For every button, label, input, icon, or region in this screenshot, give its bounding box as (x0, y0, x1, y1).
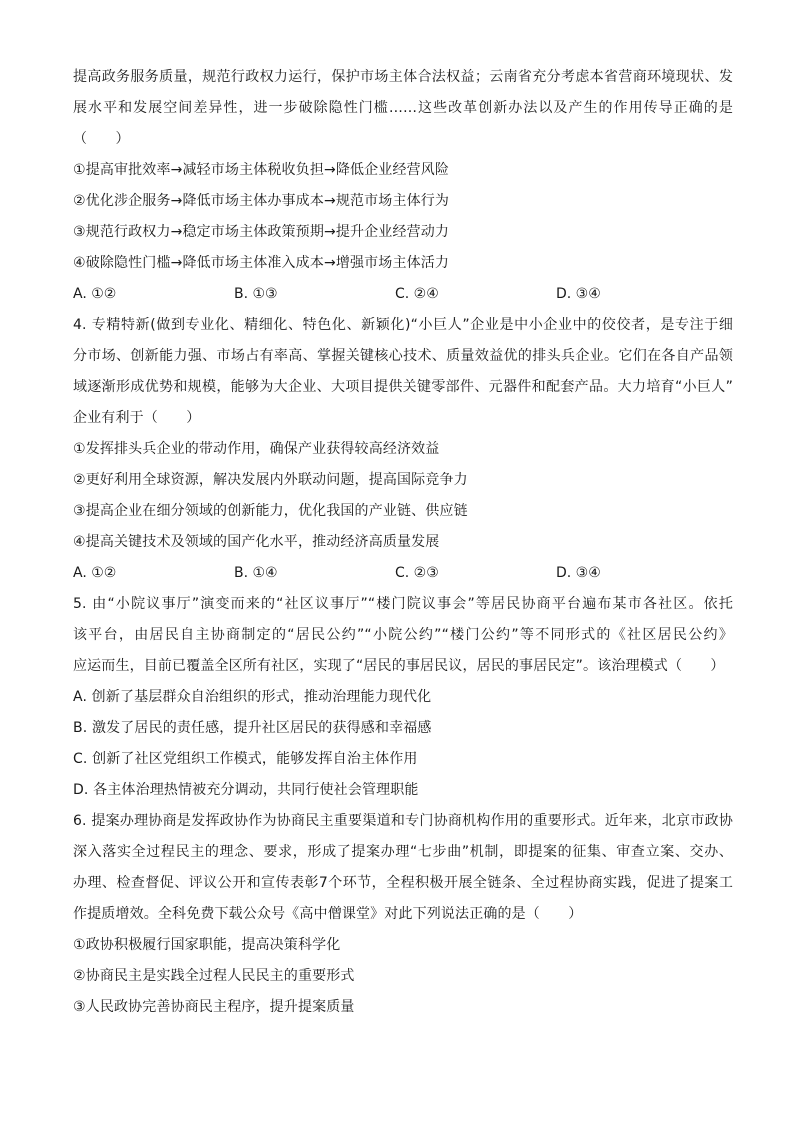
question-3-blank: （ ） (73, 131, 130, 147)
question-5-stem-line: 应运而生，目前已覆盖全区所有社区，实现了“居民的事居民议，居民的事居民定”。该治理模式（ ） (73, 658, 725, 674)
question-6-item: ②协商民主是实践全过程人民民主的重要形式 (73, 968, 355, 984)
question-3-stem-line: 提高政务服务质量，规范行政权力运行，保护市场主体合法权益；云南省充分考虑本省营商环境现状、发 (73, 69, 733, 85)
question-3-item: ②优化涉企服务→降低市场主体办事成本→规范市场主体行为 (73, 193, 450, 209)
question-4 (73, 310, 733, 589)
question-4-item: ③提高企业在细分领域的创新能力，优化我国的产业链、供应链 (73, 503, 468, 519)
question-3-option-a[interactable]: A. ①② (73, 286, 117, 302)
question-6-item: ③人民政协完善协商民主程序，提升提案质量 (73, 999, 355, 1015)
question-3-item: ④破除隐性门槛→降低市场主体准入成本→增强市场主体活力 (73, 255, 450, 271)
question-5-option-b[interactable]: B. 激发了居民的责任感，提升社区居民的获得感和幸福感 (73, 720, 432, 736)
exam-page (73, 62, 733, 1023)
question-4-stem-line: 企业有利于（ ） (73, 410, 201, 426)
question-3-option-c[interactable]: C. ②④ (395, 286, 439, 302)
question-4-stem-line: 4. 专精特新(做到专业化、精细化、特色化、新颖化)“小巨人”企业是中小企业中的佼佼者，是专注于细 (73, 317, 733, 333)
question-4-item: ①发挥排头兵企业的带动作用，确保产业获得较高经济效益 (73, 441, 440, 457)
question-3-stem-line: 展水平和发展空间差异性，进一步破除隐性门槛……这些改革创新办法以及产生的作用传导正确的是 (73, 100, 733, 116)
question-6-stem-line: 深入落实全过程民主的理念、要求，形成了提案办理“七步曲”机制，即提案的征集、审查立案、交办、 (73, 844, 733, 860)
question-6-item: ①政协积极履行国家职能，提高决策科学化 (73, 937, 341, 953)
question-4-option-a[interactable]: A. ①② (73, 565, 117, 581)
question-5-stem-line: 该平台，由居民自主协商制定的“居民公约”“小院公约”“楼门公约”等不同形式的《社区居民公约》 (73, 627, 733, 643)
question-5-stem-line: 5. 由“小院议事厅”演变而来的“社区议事厅”“楼门院议事会”等居民协商平台遍布某市各社区。依托 (73, 596, 733, 612)
question-3-item: ①提高审批效率→减轻市场主体税收负担→降低企业经营风险 (73, 162, 450, 178)
question-5-option-c[interactable]: C. 创新了社区党组织工作模式，能够发挥自治主体作用 (73, 751, 418, 767)
question-6-stem-line: 6. 提案办理协商是发挥政协作为协商民主重要渠道和专门协商机构作用的重要形式。近年来，北京市政协 (73, 813, 733, 829)
question-5-option-a[interactable]: A. 创新了基层群众自治组织的形式，推动治理能力现代化 (73, 689, 432, 705)
question-5-option-d[interactable]: D. 各主体治理热情被充分调动，共同行使社会管理职能 (73, 782, 419, 798)
question-4-stem-line: 分市场、创新能力强、市场占有率高、掌握关键核心技术、质量效益优的排头兵企业。它们在各自产品领 (73, 348, 733, 364)
question-6-stem-line: 办理、检查督促、评议公开和宣传表彰7个环节，全程积极开展全链条、全过程协商实践，促进了提案工 (73, 875, 733, 891)
question-6 (73, 806, 733, 1023)
question-3-option-d[interactable]: D. ③④ (556, 286, 601, 302)
question-3-option-b[interactable]: B. ①③ (234, 286, 278, 302)
question-4-option-c[interactable]: C. ②③ (395, 565, 439, 581)
question-3 (73, 62, 733, 310)
question-4-item: ④提高关键技术及领域的国产化水平，推动经济高质量发展 (73, 534, 440, 550)
question-3-options (73, 279, 733, 310)
question-4-option-b[interactable]: B. ①④ (234, 565, 278, 581)
question-3-item: ③规范行政权力→稳定市场主体政策预期→提升企业经营动力 (73, 224, 450, 240)
question-4-stem-line: 域逐渐形成优势和规模，能够为大企业、大项目提供关键零部件、元器件和配套产品。大力培育“小巨人” (73, 379, 733, 395)
question-4-options (73, 558, 733, 589)
question-5 (73, 589, 733, 806)
question-4-option-d[interactable]: D. ③④ (556, 565, 601, 581)
question-4-item: ②更好利用全球资源，解决发展内外联动问题，提高国际竞争力 (73, 472, 468, 488)
question-6-stem-line: 作提质增效。全科免费下载公众号《高中僧课堂》对此下列说法正确的是（ ） (73, 906, 583, 922)
